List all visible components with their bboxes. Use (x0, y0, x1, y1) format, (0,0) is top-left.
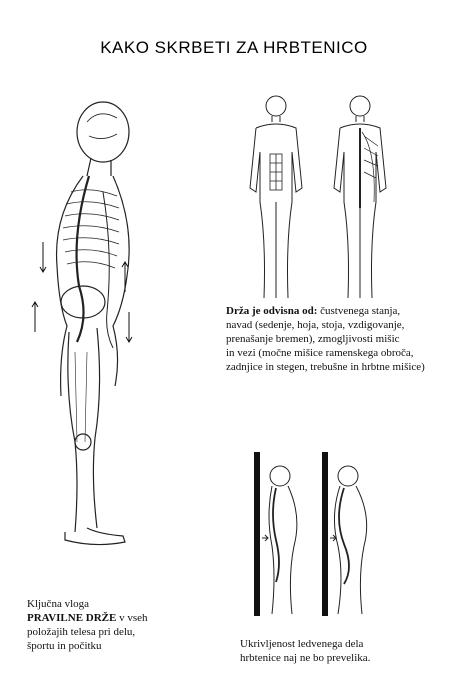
posture-text-bold: Drža je odvisna od: (226, 305, 318, 317)
page-title: KAKO SKRBETI ZA HRBTENICO (100, 38, 368, 57)
anatomy-side-figure (25, 92, 135, 562)
key-role-text (27, 597, 207, 653)
lumbar-text: Ukrivljenost ledvenega dela hrbtenice naj ne bo prevelika. (240, 638, 371, 664)
key-role-line2: v vseh (116, 612, 148, 624)
key-role-rest: položajih telesa pri delu, športu in počitku (27, 626, 136, 652)
key-role-bold: PRAVILNE DRŽE (27, 612, 117, 624)
key-role-line1: Ključna vloga (27, 598, 90, 610)
body-front-back-figure (238, 92, 408, 302)
posture-text (226, 304, 461, 374)
spine-comparison-figure (252, 452, 382, 616)
posture-text-rest: čustvenega stanja, navad (sedenje, hoja, stoja, vzdigovanje, prenašanje bremen), zmogljivosti mišic in vezi (močne mišice ramenskega obroča, zadnjice in stegen, trebušne in hrbtne mišice) (226, 305, 425, 373)
